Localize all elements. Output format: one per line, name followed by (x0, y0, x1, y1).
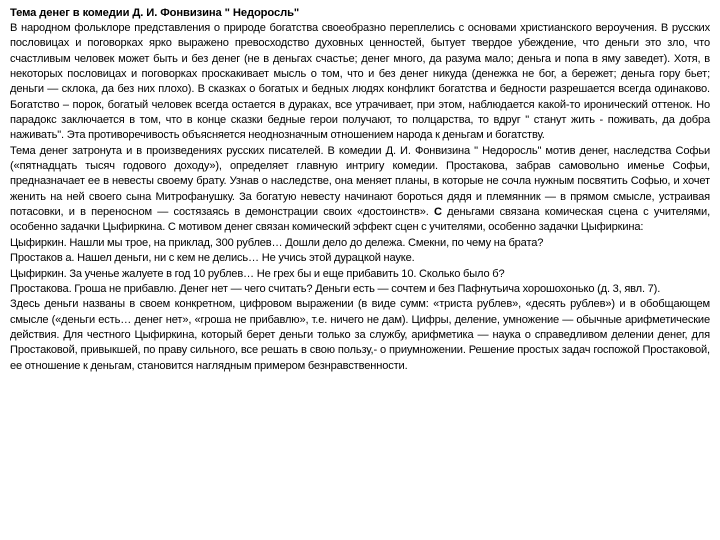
paragraph-theme (10, 144, 710, 236)
paragraph-theme-part1: Тема денег затронута и в произведениях русских писателей. В комедии Д. И. Фонвизина " Недоросль" мотив денег, наследства Софьи («пятнадцать тысяч годового доходу»), определяет главную интригу комедии. Простакова, забрав самовольно именье Софьи, предназначает ее в невесты своему брату. Узнав о наследстве, она меняет планы, в которые не сочла нужным посвятить Софью, и хочет женить на ней своего сына Митрофанушку. За богатую невесту начинают бороться дядя и племянник — в прямом смысле, устраивая потасовки, и в переносном — состязаясь в демонстрации своих «достоинств». (10, 144, 710, 219)
paragraph-theme-part2: деньгами связана комическая сцена с учителями, особенно задачки Цыфиркина. С мотивом денег связан комический эффект сцен с учителями, особенно задачки Цыфиркина: (10, 206, 711, 234)
dialogue-line-tsyfirkin-2: Цыфиркин. За ученье жалуете в год 10 рублев… Не грех бы и еще прибавить 10. Сколько было б? (10, 267, 505, 280)
dialogue-line-prostakov: Простаков а. Нашел деньги, ни с кем не делись… Не учись этой дурацкой науке. (10, 252, 415, 265)
dialogue-line-prostakova: Простакова. Гроша не прибавлю. Денег нет — чего считать? Деньги есть — сочтем и без Пафнутьича хорошохонько (д. 3, явл. 7). (10, 282, 661, 295)
paragraph-intro: В народном фольклоре представления о природе богатства своеобразно переплелись с основами христианского вероучения. В русских пословицах и поговорках ярко выражено превосходство духовных ценностей, бытует твердое убеждение, что деньги это зло, что счастливым человек может быть и без денег (не в деньгах счастье; денег много, да разума мало; деньга и попа в яму заведет). Хотя, в некоторых пословицах и поговорках проскакивает мысль о том, что и без денег никуда (денежка не бог, а бережет; деньга гору бьет; деньги — склока, да без них плохо). В сказках о богатых и бедных людях конфликт богатства и бедности разрешается всегда одинаково. Богатство – порок, богатый человек всегда остается в дураках, все утрачивает, при этом, наблюдается какой-то иронический оттенок. Но парадокс заключается в том, что в конце сказки бедные герои получают, то полцарства, то вдруг " станут жить - поживать, да добра наживать". Эта противоречивость объясняется неоднозначным отношением народа к деньгам и богатству. (10, 22, 710, 142)
paragraph-analysis: Здесь деньги названы в своем конкретном, цифровом выражении (в виде сумм: «триста рублев», «десять рублев») и в обобщающем смысле («деньги есть… денег нет», «гроша не прибавлю», т.е. ничего не дам). Цифры, деление, умножение — обычные арифметические действия. Для честного Цыфиркина, который берет деньги только за службу, арифметика — наука о справедливом делении денег, для Простаковой, привыкшей, по праву сильного, все решать в свою пользу,- о приумножении. Решение простых задач госпожой Простаковой, ее отношение к деньгам, становится наглядным примером безнравственности. (10, 298, 710, 372)
paragraph-theme-bold-fragment: С (433, 206, 442, 219)
page-title: Тема денег в комедии Д. И. Фонвизина " Недоросль" (10, 7, 300, 19)
document-body (10, 21, 710, 374)
page-bottom-whitespace (10, 374, 710, 434)
dialogue-line-tsyfirkin-1: Цыфиркин. Нашли мы трое, на приклад, 300 рублев… Дошли дело до дележа. Смекни, по чему на брата? (10, 236, 544, 249)
